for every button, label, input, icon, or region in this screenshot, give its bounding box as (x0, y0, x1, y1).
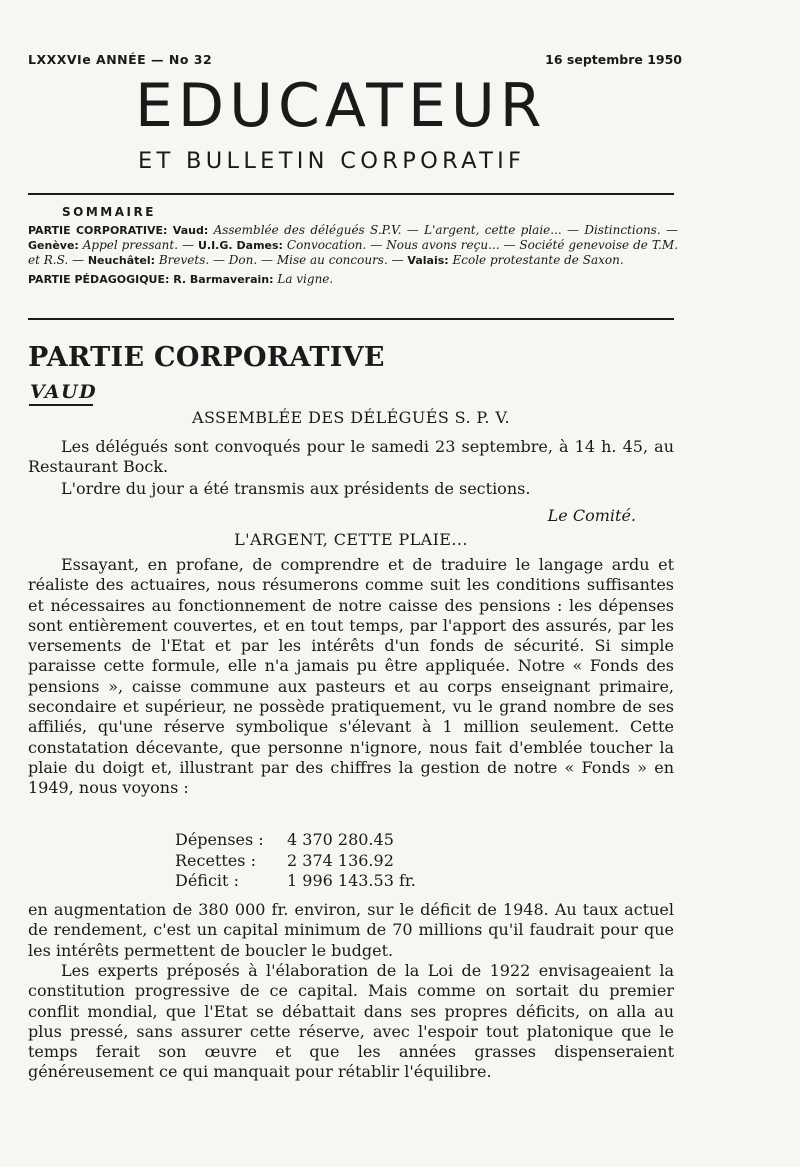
finance-row (175, 851, 416, 872)
finance-row (175, 871, 416, 892)
canton-underline (29, 404, 93, 406)
sommaire-geneve-label: Genève: (28, 239, 79, 252)
sommaire-neuchatel-label: Neuchâtel: (87, 254, 156, 267)
finance-value: 1 996 143.53 fr. (287, 871, 416, 890)
divider-bottom (28, 318, 674, 320)
article2-para3-text: Les experts préposés à l'élaboration de la Loi de 1922 envisageaient la constitution progressive de ce capital. Mais comme on sortait du premier conflit mondial, que l'Etat se débattait dans ses propres déficits, on alla au plus pressé, sans assurer cette réserve, avec l'espoir tout platonique que le temps ferait son œuvre et que les années grasses dispenseraient généreusement ce qui manquait pour rétablir l'équilibre. (28, 961, 674, 1082)
section-title: PARTIE CORPORATIVE (28, 342, 385, 373)
sommaire-valais-items: Ecole protestante de Saxon. (452, 253, 624, 267)
finance-row (175, 830, 416, 851)
finance-table (175, 830, 416, 892)
masthead-title: EDUCATEUR (135, 71, 547, 141)
sommaire-vaud-label: Vaud: (172, 224, 209, 237)
article2-para3 (28, 961, 674, 1083)
finance-value: 2 374 136.92 (287, 850, 394, 870)
sommaire-pedagogique (28, 272, 678, 287)
article1-heading: ASSEMBLÉE DES DÉLÉGUÉS S. P. V. (192, 408, 510, 427)
article2-para1 (28, 555, 674, 799)
article2-para2 (28, 900, 674, 961)
article1-para1-text: Les délégués sont convoqués pour le samedi 23 septembre, à 14 h. 45, au Restaurant Bock. (28, 437, 674, 477)
finance-value: 4 370 280.45 (287, 830, 394, 849)
sommaire-pedagogique-label: PARTIE PÉDAGOGIQUE: (28, 273, 170, 286)
divider-top (28, 193, 674, 195)
sommaire-block (28, 223, 678, 287)
sommaire-vaud-items: Assemblée des délégués S.P.V. — L'argent, cette plaie... — Distinctions. (213, 223, 661, 237)
sommaire-neuchatel-items: Brevets. — Don. — Mise au concours. (158, 253, 388, 267)
article1-para1 (28, 437, 674, 478)
article2-heading: L'ARGENT, CETTE PLAIE... (234, 530, 468, 549)
issue-date: 16 septembre 1950 (545, 52, 682, 67)
article1-signature: Le Comité. (547, 506, 636, 525)
article2-para2-text: en augmentation de 380 000 fr. environ, sur le déficit de 1948. Au taux actuel de rendement, c'est un capital minimum de 70 millions qu'il faudrait pour que les intérêts permettent de boucler le budget. (28, 900, 674, 960)
sommaire-corporative-label: PARTIE CORPORATIVE: (28, 224, 168, 237)
sommaire-valais-label: Valais: (407, 254, 449, 267)
canton-heading: VAUD (30, 381, 98, 403)
article1-para2 (28, 479, 674, 499)
sommaire-uig-label: U.I.G. Dames: (197, 239, 283, 252)
finance-label: Dépenses : (175, 830, 264, 849)
sommaire-uig-items: Convocation. — Nous avons reçu... — Société genevoise de T.M. et R.S. (28, 238, 678, 267)
issue-number: LXXXVIe ANNÉE — No 32 (28, 52, 213, 67)
article1-para2-text: L'ordre du jour a été transmis aux présidents de sections. (61, 479, 531, 498)
sommaire-pedagogique-items: La vigne. (277, 272, 334, 286)
masthead-subtitle: ET BULLETIN CORPORATIF (138, 148, 526, 174)
sommaire-pedagogique-author: R. Barmaverain: (173, 273, 274, 286)
sommaire-geneve-items: Appel pressant. (82, 238, 179, 252)
finance-label: Recettes : (175, 850, 256, 870)
article2-para1-text: Essayant, en profane, de comprendre et de traduire le langage ardu et réaliste des actuaires, nous résumerons comme suit les conditions suffisantes et nécessaires au fonctionnement de notre caisse des pensions : les dépenses sont entièrement couvertes, et en tout temps, par l'apport des assurés, par les versements de l'Etat et par les intérêts d'un fonds de sécurité. Si simple paraisse cette formule, elle n'a jamais pu être appliquée. Notre « Fonds des pensions », caisse commune aux pasteurs et au corps enseignant primaire, secondaire et supérieur, ne possède pratiquement, vu le grand nombre de ses affiliés, qu'une réserve symbolique s'élevant à 1 million seulement. Cette constatation décevante, que personne n'ignore, nous fait d'emblée toucher la plaie du doigt et, illustrant par des chiffres la gestion de notre « Fonds » en 1949, nous voyons : (28, 555, 674, 798)
sommaire-heading: SOMMAIRE (62, 205, 156, 219)
finance-label: Déficit : (175, 871, 239, 890)
sommaire-corporative: PARTIE CORPORATIVE: Vaud: Assemblée des délégués S.P.V. — L'argent, cette plaie... — Distinctions. — Genève: Appel pressant. — U.I.G. Dames: Convocation. — Nous avons reçu... — Société genevoise de T.M. et R.S. — Neuchâtel: Brevets. — Don. — Mise au concours. — Valais: Ecole protestante de Saxon. (28, 223, 678, 267)
